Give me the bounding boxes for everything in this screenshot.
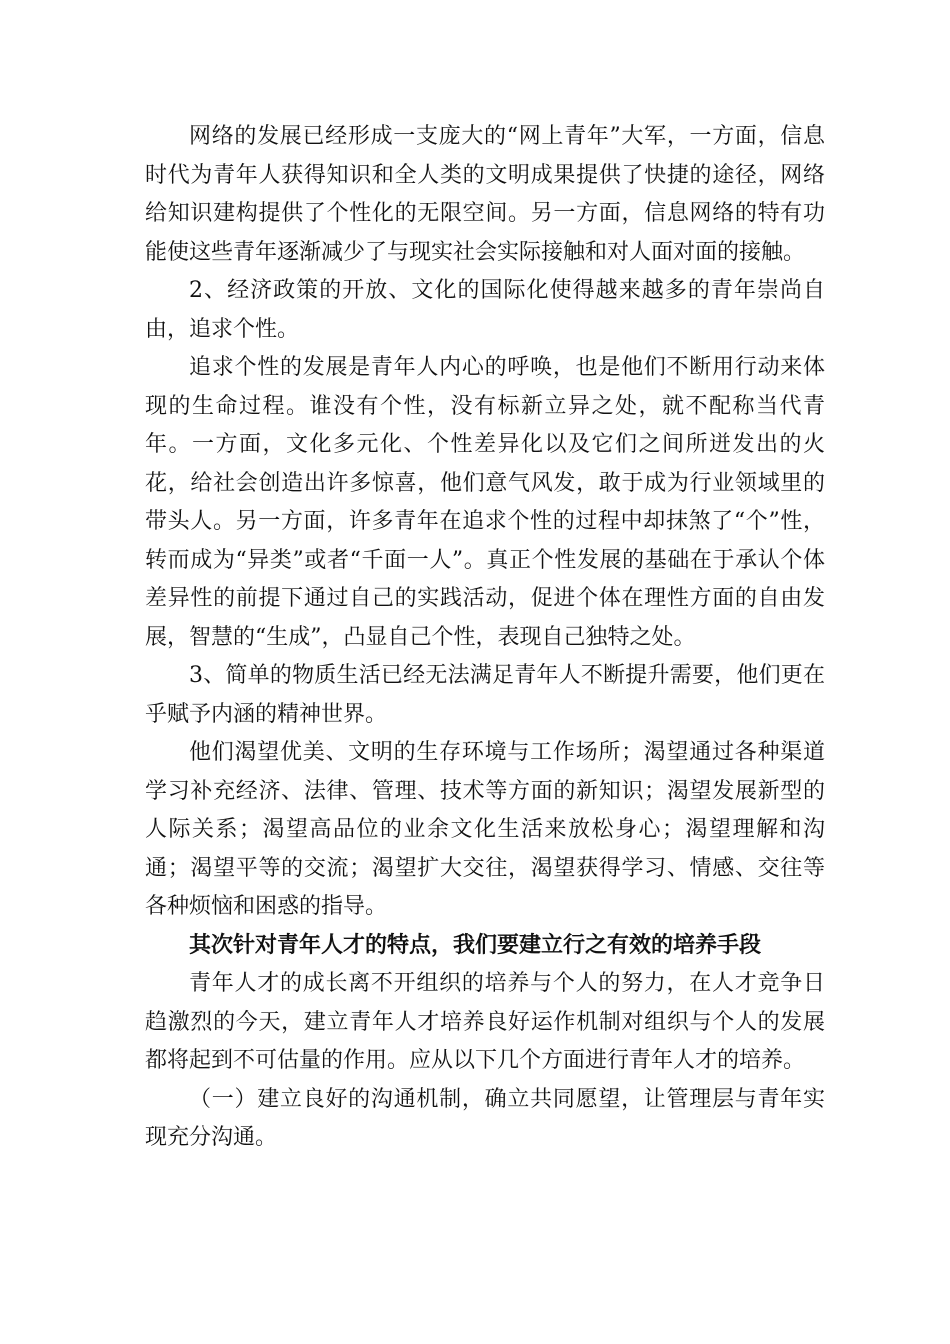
paragraph-online-youth: 网络的发展已经形成一支庞大的“网上青年”大军，一方面，信息时代为青年人获得知识和全人类的文明成果提供了快捷的途径，网络给知识建构提供了个性化的无限空间。另一方面，信息网络的特有功能使这些青年逐渐减少了与现实社会实际接触和对人面对面的接触。 — [145, 124, 825, 265]
paragraph-individuality: 追求个性的发展是青年人内心的呼唤，也是他们不断用行动来体现的生命过程。谁没有个性，没有标新立异之处，就不配称当代青年。一方面，文化多元化、个性差异化以及它们之间所迸发出的火花，给社会创造出许多惊喜，他们意气风发，敢于成为行业领域里的带头人。另一方面，许多青年在追求个性的过程中却抹煞了“个”性，转而成为“异类”或者“千面一人”。真正个性发展的基础在于承认个体差异性的前提下通过自己的实践活动，促进个体在理性方面的自由发展，智慧的“生成”，凸显自己个性，表现自己独特之处。 — [145, 355, 825, 650]
document-body — [145, 118, 825, 1158]
paragraph-communication: （一）建立良好的沟通机制，确立共同愿望，让管理层与青年实现充分沟通。 — [145, 1086, 825, 1150]
paragraph-point-2: 2、经济政策的开放、文化的国际化使得越来越多的青年崇尚自由，追求个性。 — [145, 278, 825, 342]
paragraph-point-3: 3、简单的物质生活已经无法满足青年人不断提升需要，他们更在乎赋予内涵的精神世界。 — [145, 663, 825, 727]
paragraph-aspirations: 他们渴望优美、文明的生存环境与工作场所；渴望通过各种渠道学习补充经济、法律、管理、技术等方面的新知识；渴望发展新型的人际关系；渴望高品位的业余文化生活来放松身心；渴望理解和沟通；渴望平等的交流；渴望扩大交往，渴望获得学习、情感、交往等各种烦恼和困惑的指导。 — [145, 740, 825, 919]
section-heading: 其次针对青年人才的特点，我们要建立行之有效的培养手段 — [189, 932, 762, 958]
paragraph-talent-growth: 青年人才的成长离不开组织的培养与个人的努力，在人才竞争日趋激烈的今天，建立青年人才培养良好运作机制对组织与个人的发展都将起到不可估量的作用。应从以下几个方面进行青年人才的培养。 — [145, 971, 825, 1073]
